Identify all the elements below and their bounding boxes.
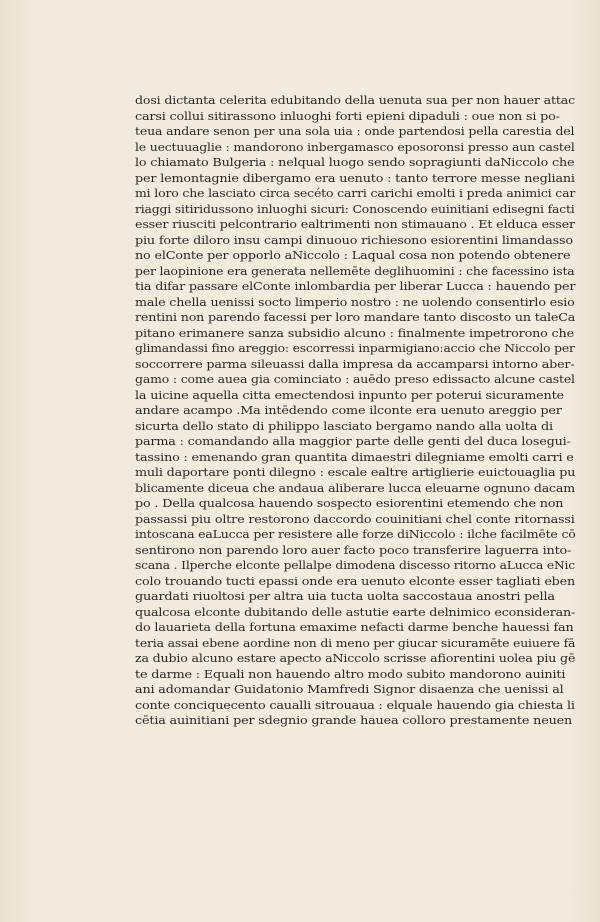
text-line: colo trouando tucti epassi onde era uenuto elconte esser tagliati eben <box>135 573 576 588</box>
text-line: andare acampo .Ma intēdendo come ilconte era uenuto areggio per <box>135 403 562 417</box>
text-line: soccorrere parma sileuassi dalla impresa da accamparsi intorno aber- <box>135 356 575 371</box>
text-block <box>135 93 575 729</box>
text-line: conte conciquecento caualli sitrouaua : elquale hauendo gia chiesta li <box>135 697 575 712</box>
text-line: carsi collui sitirassono inluoghi forti epieni dipaduli : oue non si po- <box>135 108 560 123</box>
text-line: passassi piu oltre restorono daccordo couinitiani chel conte ritornassi <box>135 511 575 526</box>
text-line: pitano erimanere sanza subsidio alcuno : finalmente impetrorono che <box>135 325 574 340</box>
text-line: teria assai ebene aordine non di meno per giucar sicuramēte euiuere fā <box>135 635 576 650</box>
text-line: teua andare senon per una sola uia : onde partendosi pella carestia del <box>135 124 575 138</box>
text-line: parma : comandando alla maggior parte delle genti del duca losegui- <box>135 434 571 448</box>
text-line: piu forte diloro insu campi dinuouo richiesono esiorentini limandasso <box>135 232 573 247</box>
text-line: no elConte per opporlo aNiccolo : Laqual cosa non potendo obtenere <box>135 248 571 262</box>
text-line: esser riusciti pelcontrario ealtrimenti non stimauano . Et elduca esser <box>135 217 575 231</box>
text-line: tassino : emenando gran quantita dimaestri dilegniame emolti carri e <box>135 449 574 464</box>
text-line: sentirono non parendo loro auer facto poco transferire laguerra into- <box>135 542 572 557</box>
text-line: muli daportare ponti dilegno : escale ealtre artiglierie euictouaglia pu <box>135 465 576 479</box>
text-line: le uectuuaglie : mandorono inbergamasco eposoronsi presso aun castel <box>135 139 575 154</box>
text-line: te darme : Equali non hauendo altro modo subito mandorono auiniti <box>135 666 566 681</box>
text-line: dosi dictanta celerita edubitando della uenuta sua per non hauer attac <box>135 93 575 107</box>
text-line: za dubio alcuno estare apecto aNiccolo scrisse afiorentini uolea piu gē <box>135 651 576 665</box>
text-line: intoscana eaLucca per resistere alle forze diNiccolo : ilche facilmēte cō <box>135 527 576 541</box>
text-line: ani adomandar Guidatonio Mamfredi Signor disaenza che uenissi al <box>135 682 564 696</box>
text-line: do lauarieta della fortuna emaxime nefacti darme benche hauessi fan <box>135 620 574 634</box>
text-line: lo chiamato Bulgeria : nelqual luogo sendo sopragiunti daNiccolo che <box>135 155 575 169</box>
text-line: scana . Ilperche elconte pellalpe dimodena discesso ritorno aLucca eNic <box>135 558 576 572</box>
text-line: gamo : come auea gia cominciato : auēdo preso edissacto alcune castel <box>135 372 575 386</box>
text-line: cētia auinitiani per sdegnio grande hauea colloro prestamente neuen <box>135 713 573 727</box>
text-line: rentini non parendo facessi per loro mandare tanto discosto un taleCa <box>135 310 576 324</box>
text-line: per laopinione era generata nellemēte deglihuomini : che facessino ista <box>135 263 575 278</box>
text-line: per lemontagnie dibergamo era uenuto : tanto terrore messe negliani <box>135 170 575 185</box>
text-line: qualcosa elconte dubitando delle astutie earte delnimico econsideran- <box>135 604 576 619</box>
text-line: tia difar passare elConte inlombardia per liberar Lucca : hauendo per <box>135 279 576 293</box>
text-line: riaggi sitiridussono inluoghi sicuri: Conoscendo euinitiani edisegni facti <box>135 201 575 216</box>
text-line: male chella uenissi socto limperio nostro : ne uolendo consentirlo esio <box>135 294 575 309</box>
text-line: glimandassi fino areggio: escorressi inparmigiano:accio che Niccolo per <box>135 341 575 355</box>
text-line: blicamente diceua che andaua aliberare lucca eleuarne ognuno dacam <box>135 480 575 495</box>
text-line: guardati riuoltosi per altra uia tucta uolta saccostaua anostri pella <box>135 589 555 603</box>
text-line: la uicine aquella citta emectendosi inpunto per poterui sicuramente <box>135 387 564 402</box>
text-line: po . Della qualcosa hauendo sospecto esiorentini etemendo che non <box>135 496 564 510</box>
text-line: sicurta dello stato di philippo lasciato bergamo nando alla uolta di <box>135 418 553 433</box>
text-line: mi loro che lasciato circa secéto carri carichi emolti i preda animici car <box>135 186 576 200</box>
